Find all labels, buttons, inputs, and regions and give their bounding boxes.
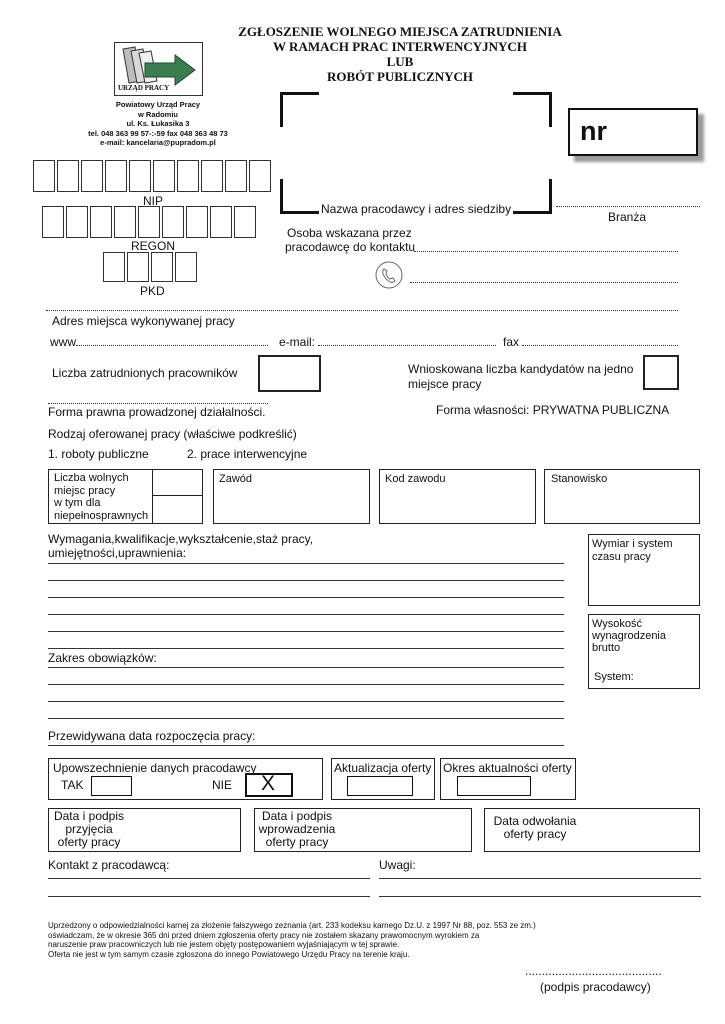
acceptance-signature-label: Data i podpis przyjęcia oferty pracy [53,809,125,849]
publish-no-label: NIE [212,778,233,792]
declaration-text: Uprzedzony o odpowiedzialności karnej za złożenie fałszywego zeznania (art. 233 kodeksu karnego Dz.U. z 1997 Nr 88, poz. 553 ze zm.) oświadczam, że w okresie 365 dni przed dniem zgłoszenia oferty pracy nie zostałem skazany prawomocnym wyrokiem za naruszenie praw pracowniczych lub nie jestem objęty postępowaniem wyjaśniającym w tej sprawie. Oferta nie jest w tym samym czasie zgłoszona do innego Powiatowego Urzędu Pracy na terenie kraju. [48,921,536,959]
work-type-option-public-works[interactable]: 1. roboty publiczne [48,447,149,461]
start-date-line[interactable] [48,745,564,746]
offer-validity-label: Okres aktualności oferty [443,761,572,775]
work-type-label: Rodzaj oferowanej pracy (właściwe podkreślić) [48,427,297,441]
offer-update-label: Aktualizacja oferty [334,761,432,775]
branch-label: Branża [608,210,647,224]
offer-validity-box [440,758,576,800]
fax-label: fax [503,335,520,349]
workplace-address-field[interactable] [46,310,678,311]
fax-field[interactable] [522,345,678,346]
legal-form-field[interactable] [48,403,268,404]
publish-data-box [48,758,323,800]
requirements-label: Wymagania,kwalifikacje,wykształcenie,staż pracy, umiejętności,uprawnienia: [48,532,314,560]
requirements-line[interactable] [48,614,564,615]
workplace-address-label: Adres miejsca wykonywanej pracy [52,314,235,328]
requirements-line[interactable] [48,580,564,581]
salary-label: Wysokość wynagrodzenia brutto [592,618,666,654]
publish-no-checkbox[interactable] [245,773,293,797]
requirements-line[interactable] [48,597,564,598]
employer-name-field[interactable] [280,92,552,214]
branch-field[interactable] [556,206,700,207]
form-title: ZGŁOSZENIE WOLNEGO MIEJSCA ZATRUDNIENIA W RAMACH PRAC INTERWENCYJNYCH LUB ROBÓT PUBLICZNYCH [238,24,562,84]
nip-label: NIP [143,194,164,208]
ownership-label[interactable]: Forma własności: PRYWATNA PUBLICZNA [436,403,670,417]
email-field[interactable] [318,345,496,346]
logo-caption: URZĄD PRACY [118,84,170,92]
profession-input[interactable] [213,469,370,524]
nr-box[interactable] [568,108,698,156]
position-input[interactable] [544,469,700,524]
employer-contact-line[interactable] [48,878,370,879]
offer-update-box [331,758,435,800]
office-logo [114,42,203,96]
nip-input[interactable] [33,160,273,192]
remarks-line[interactable] [379,878,701,879]
employer-contact-line[interactable] [48,896,370,897]
vacancies-label: Liczba wolnych miejsc pracy w tym dla niepełnosprawnych [54,472,149,522]
pkd-input[interactable] [103,252,199,282]
duties-label: Zakres obowiązków: [48,651,157,665]
office-info: Powiatowy Urząd Pracy w Radomiu ul. Ks. Łukasika 3 tel. 048 363 99 57-:-59 fax 048 363 48 73 e-mail: kancelaria@pupradom.pl [88,100,228,147]
candidates-label: Wnioskowana liczba kandydatów na jedno miejsce pracy [408,362,634,391]
working-time-input[interactable] [588,534,700,606]
email-label: e-mail: [279,335,316,349]
vacancies-disabled-input[interactable] [152,496,202,523]
employees-label: Liczba zatrudnionych pracowników [52,366,238,380]
profession-code-input[interactable] [379,469,536,524]
start-date-label: Przewidywana data rozpoczęcia pracy: [48,729,256,743]
employer-contact-label: Kontakt z pracodawcą: [48,858,170,872]
vacancies-box [48,469,203,524]
acceptance-signature-input[interactable] [48,808,241,852]
remarks-line[interactable] [379,896,701,897]
regon-input[interactable] [42,206,262,238]
duties-line[interactable] [48,684,564,685]
salary-system-label: System: [594,671,634,683]
phone-icon [374,260,404,290]
employer-signature-field[interactable]: ......................................... [525,964,662,978]
www-field[interactable] [76,345,268,346]
position-label: Stanowisko [551,473,608,485]
remarks-label: Uwagi: [379,858,416,872]
profession-label: Zawód [219,473,253,485]
requirements-line[interactable] [48,648,564,649]
vacancies-count-input[interactable] [152,470,202,496]
entry-signature-input[interactable] [254,808,472,852]
candidates-count-input[interactable] [643,355,679,390]
nr-label: nr [580,116,607,146]
cancellation-date-label: Data odwołania oferty pracy [493,814,577,841]
legal-form-label: Forma prawna prowadzonej działalności. [48,405,266,419]
regon-label: REGON [131,239,176,253]
cancellation-date-input[interactable] [484,808,700,852]
contact-person-label: Osoba wskazana przez pracodawcę do kontaktu [285,226,416,254]
publish-yes-checkbox[interactable] [91,776,132,796]
profession-code-label: Kod zawodu [385,473,446,485]
publish-data-label: Upowszechnienie danych pracodawcy [53,761,257,775]
offer-update-input[interactable] [347,776,413,796]
salary-input[interactable] [588,614,700,689]
requirements-line[interactable] [48,563,564,564]
entry-signature-label: Data i podpis wprowadzenia oferty pracy [258,809,336,849]
employees-count-input[interactable] [258,355,321,392]
employer-name-label: Nazwa pracodawcy i adres siedziby [321,202,512,216]
requirements-line[interactable] [48,631,564,632]
work-type-option-intervention[interactable]: 2. prace interwencyjne [187,447,308,461]
duties-line[interactable] [48,667,564,668]
contact-person-field[interactable] [414,251,678,252]
working-time-label: Wymiar i system czasu pracy [592,538,673,563]
www-label: www [50,335,76,349]
publish-yes-label: TAK [61,778,84,792]
pkd-label: PKD [140,284,165,298]
offer-validity-input[interactable] [457,776,531,796]
publish-no-mark: X [261,772,276,795]
duties-line[interactable] [48,701,564,702]
duties-line[interactable] [48,718,564,719]
employer-signature-label: (podpis pracodawcy) [540,980,651,994]
phone-field[interactable] [410,282,678,283]
